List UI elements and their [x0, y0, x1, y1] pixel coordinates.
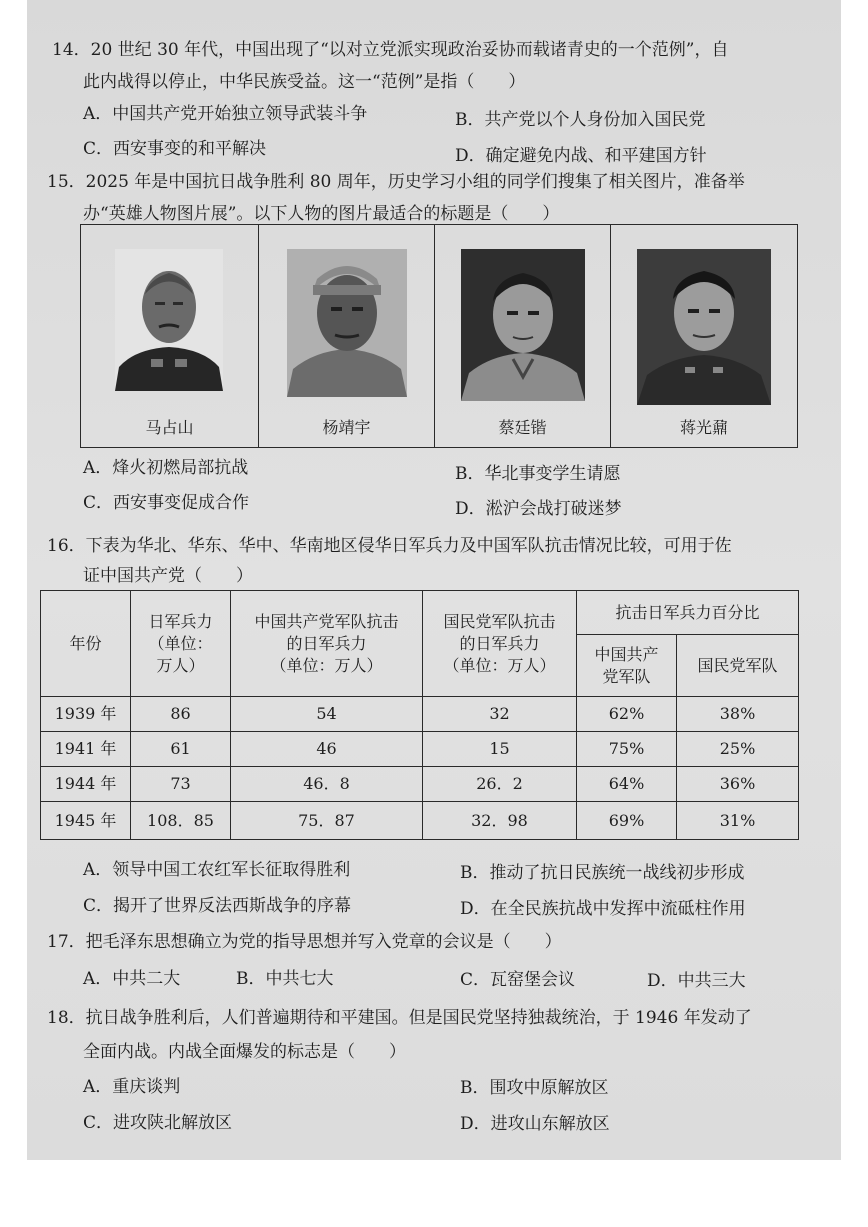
portrait-photo — [637, 249, 771, 405]
portrait-photo — [287, 249, 407, 397]
table-cell: 54 — [231, 697, 423, 732]
table-row — [41, 697, 799, 732]
table-cell: 64% — [577, 767, 677, 802]
table-cell: 32．98 — [423, 802, 577, 840]
table-cell: 75% — [577, 732, 677, 767]
table-cell: 73 — [131, 767, 231, 802]
q16-option-d: D．在全民族抗战中发挥中流砥柱作用 — [460, 899, 746, 919]
portrait-name: 马占山 — [145, 418, 194, 437]
table-cell: 25% — [677, 732, 799, 767]
portrait-name: 蔡廷锴 — [498, 418, 547, 437]
header-japan-troops: 日军兵力 （单位： 万人） — [131, 591, 231, 697]
header-year: 年份 — [41, 591, 131, 697]
q15-stem-line1: 15．2025 年是中国抗日战争胜利 80 周年，历史学习小组的同学们搜集了相关图片，准备举 — [47, 172, 745, 192]
table-cell: 15 — [423, 732, 577, 767]
q16-option-a: A．领导中国工农红军长征取得胜利 — [83, 860, 351, 880]
q16-stem-line1: 16．下表为华北、华东、华中、华南地区侵华日军兵力及中国军队抗击情况比较，可用于佐 — [47, 536, 732, 556]
q17-option-d: D．中共三大 — [647, 971, 746, 991]
portrait-name: 杨靖宇 — [322, 418, 371, 437]
q17-stem: 17．把毛泽东思想确立为党的指导思想并写入党章的会议是（ ） — [47, 932, 562, 952]
table-row — [41, 732, 799, 767]
q15-option-c: C．西安事变促成合作 — [83, 493, 250, 513]
table-cell: 1941 年 — [41, 732, 131, 767]
q14-stem-line2: 此内战得以停止，中华民族受益。这一“范例”是指（ ） — [83, 72, 526, 92]
table-cell: 108．85 — [131, 802, 231, 840]
table-cell: 62% — [577, 697, 677, 732]
q18-option-c: C．进攻陕北解放区 — [83, 1113, 233, 1133]
portrait-cell — [611, 225, 797, 447]
portrait-name: 蒋光鼐 — [679, 418, 728, 437]
table-cell: 31% — [677, 802, 799, 840]
q17-option-b: B．中共七大 — [236, 969, 334, 989]
header-cpc-fought: 中国共产党军队抗击 的日军兵力 （单位：万人） — [231, 591, 423, 697]
q16-stem-line2: 证中国共产党（ ） — [83, 566, 253, 586]
table-cell: 38% — [677, 697, 799, 732]
portrait-photo — [115, 249, 223, 391]
header-kmt-fought: 国民党军队抗击 的日军兵力 （单位：万人） — [423, 591, 577, 697]
q16-option-b: B．推动了抗日民族统一战线初步形成 — [460, 863, 745, 883]
q18-stem-line2: 全面内战。内战全面爆发的标志是（ ） — [83, 1042, 406, 1062]
table-cell: 36% — [677, 767, 799, 802]
q18-stem-line1: 18．抗日战争胜利后，人们普遍期待和平建国。但是国民党坚持独裁统治，于 1946 年发动了 — [47, 1008, 752, 1028]
header-percentage: 抗击日军兵力百分比 — [577, 591, 799, 635]
q18-option-b: B．围攻中原解放区 — [460, 1078, 609, 1098]
portrait-photo — [461, 249, 585, 401]
header-pct-cpc: 中国共产 党军队 — [577, 635, 677, 697]
q17-option-c: C．瓦窑堡会议 — [460, 970, 576, 990]
q15-option-a: A．烽火初燃局部抗战 — [83, 458, 249, 478]
header-pct-kmt: 国民党军队 — [677, 635, 799, 697]
portrait-cell — [435, 225, 611, 447]
q15-stem-line2: 办“英雄人物图片展”。以下人物的图片最适合的标题是（ ） — [83, 204, 560, 224]
q14-stem-line1: 14．20 世纪 30 年代，中国出现了“以对立党派实现政治妥协而载诸青史的一个范例”，自 — [52, 40, 729, 60]
table-cell: 86 — [131, 697, 231, 732]
q17-option-a: A．中共二大 — [83, 969, 181, 989]
troop-comparison-table — [40, 590, 799, 840]
q16-option-c: C．揭开了世界反法西斯战争的序幕 — [83, 896, 352, 916]
q14-option-b: B．共产党以个人身份加入国民党 — [455, 110, 706, 130]
table-cell: 1945 年 — [41, 802, 131, 840]
q15-option-d: D．淞沪会战打破迷梦 — [455, 499, 622, 519]
table-cell: 46 — [231, 732, 423, 767]
q14-option-c: C．西安事变的和平解决 — [83, 139, 267, 159]
table-cell: 75．87 — [231, 802, 423, 840]
portrait-cell — [259, 225, 435, 447]
table-row — [41, 802, 799, 840]
q14-option-a: A．中国共产党开始独立领导武装斗争 — [83, 104, 368, 124]
table-row — [41, 767, 799, 802]
table-cell: 32 — [423, 697, 577, 732]
table-cell: 1944 年 — [41, 767, 131, 802]
table-cell: 69% — [577, 802, 677, 840]
portrait-cell — [81, 225, 259, 447]
q18-option-a: A．重庆谈判 — [83, 1077, 181, 1097]
table-cell: 26．2 — [423, 767, 577, 802]
q18-option-d: D．进攻山东解放区 — [460, 1114, 610, 1134]
table-cell: 1939 年 — [41, 697, 131, 732]
q15-option-b: B．华北事变学生请愿 — [455, 464, 621, 484]
portrait-table — [80, 224, 798, 448]
table-cell: 46．8 — [231, 767, 423, 802]
q14-option-d: D．确定避免内战、和平建国方针 — [455, 146, 707, 166]
table-cell: 61 — [131, 732, 231, 767]
